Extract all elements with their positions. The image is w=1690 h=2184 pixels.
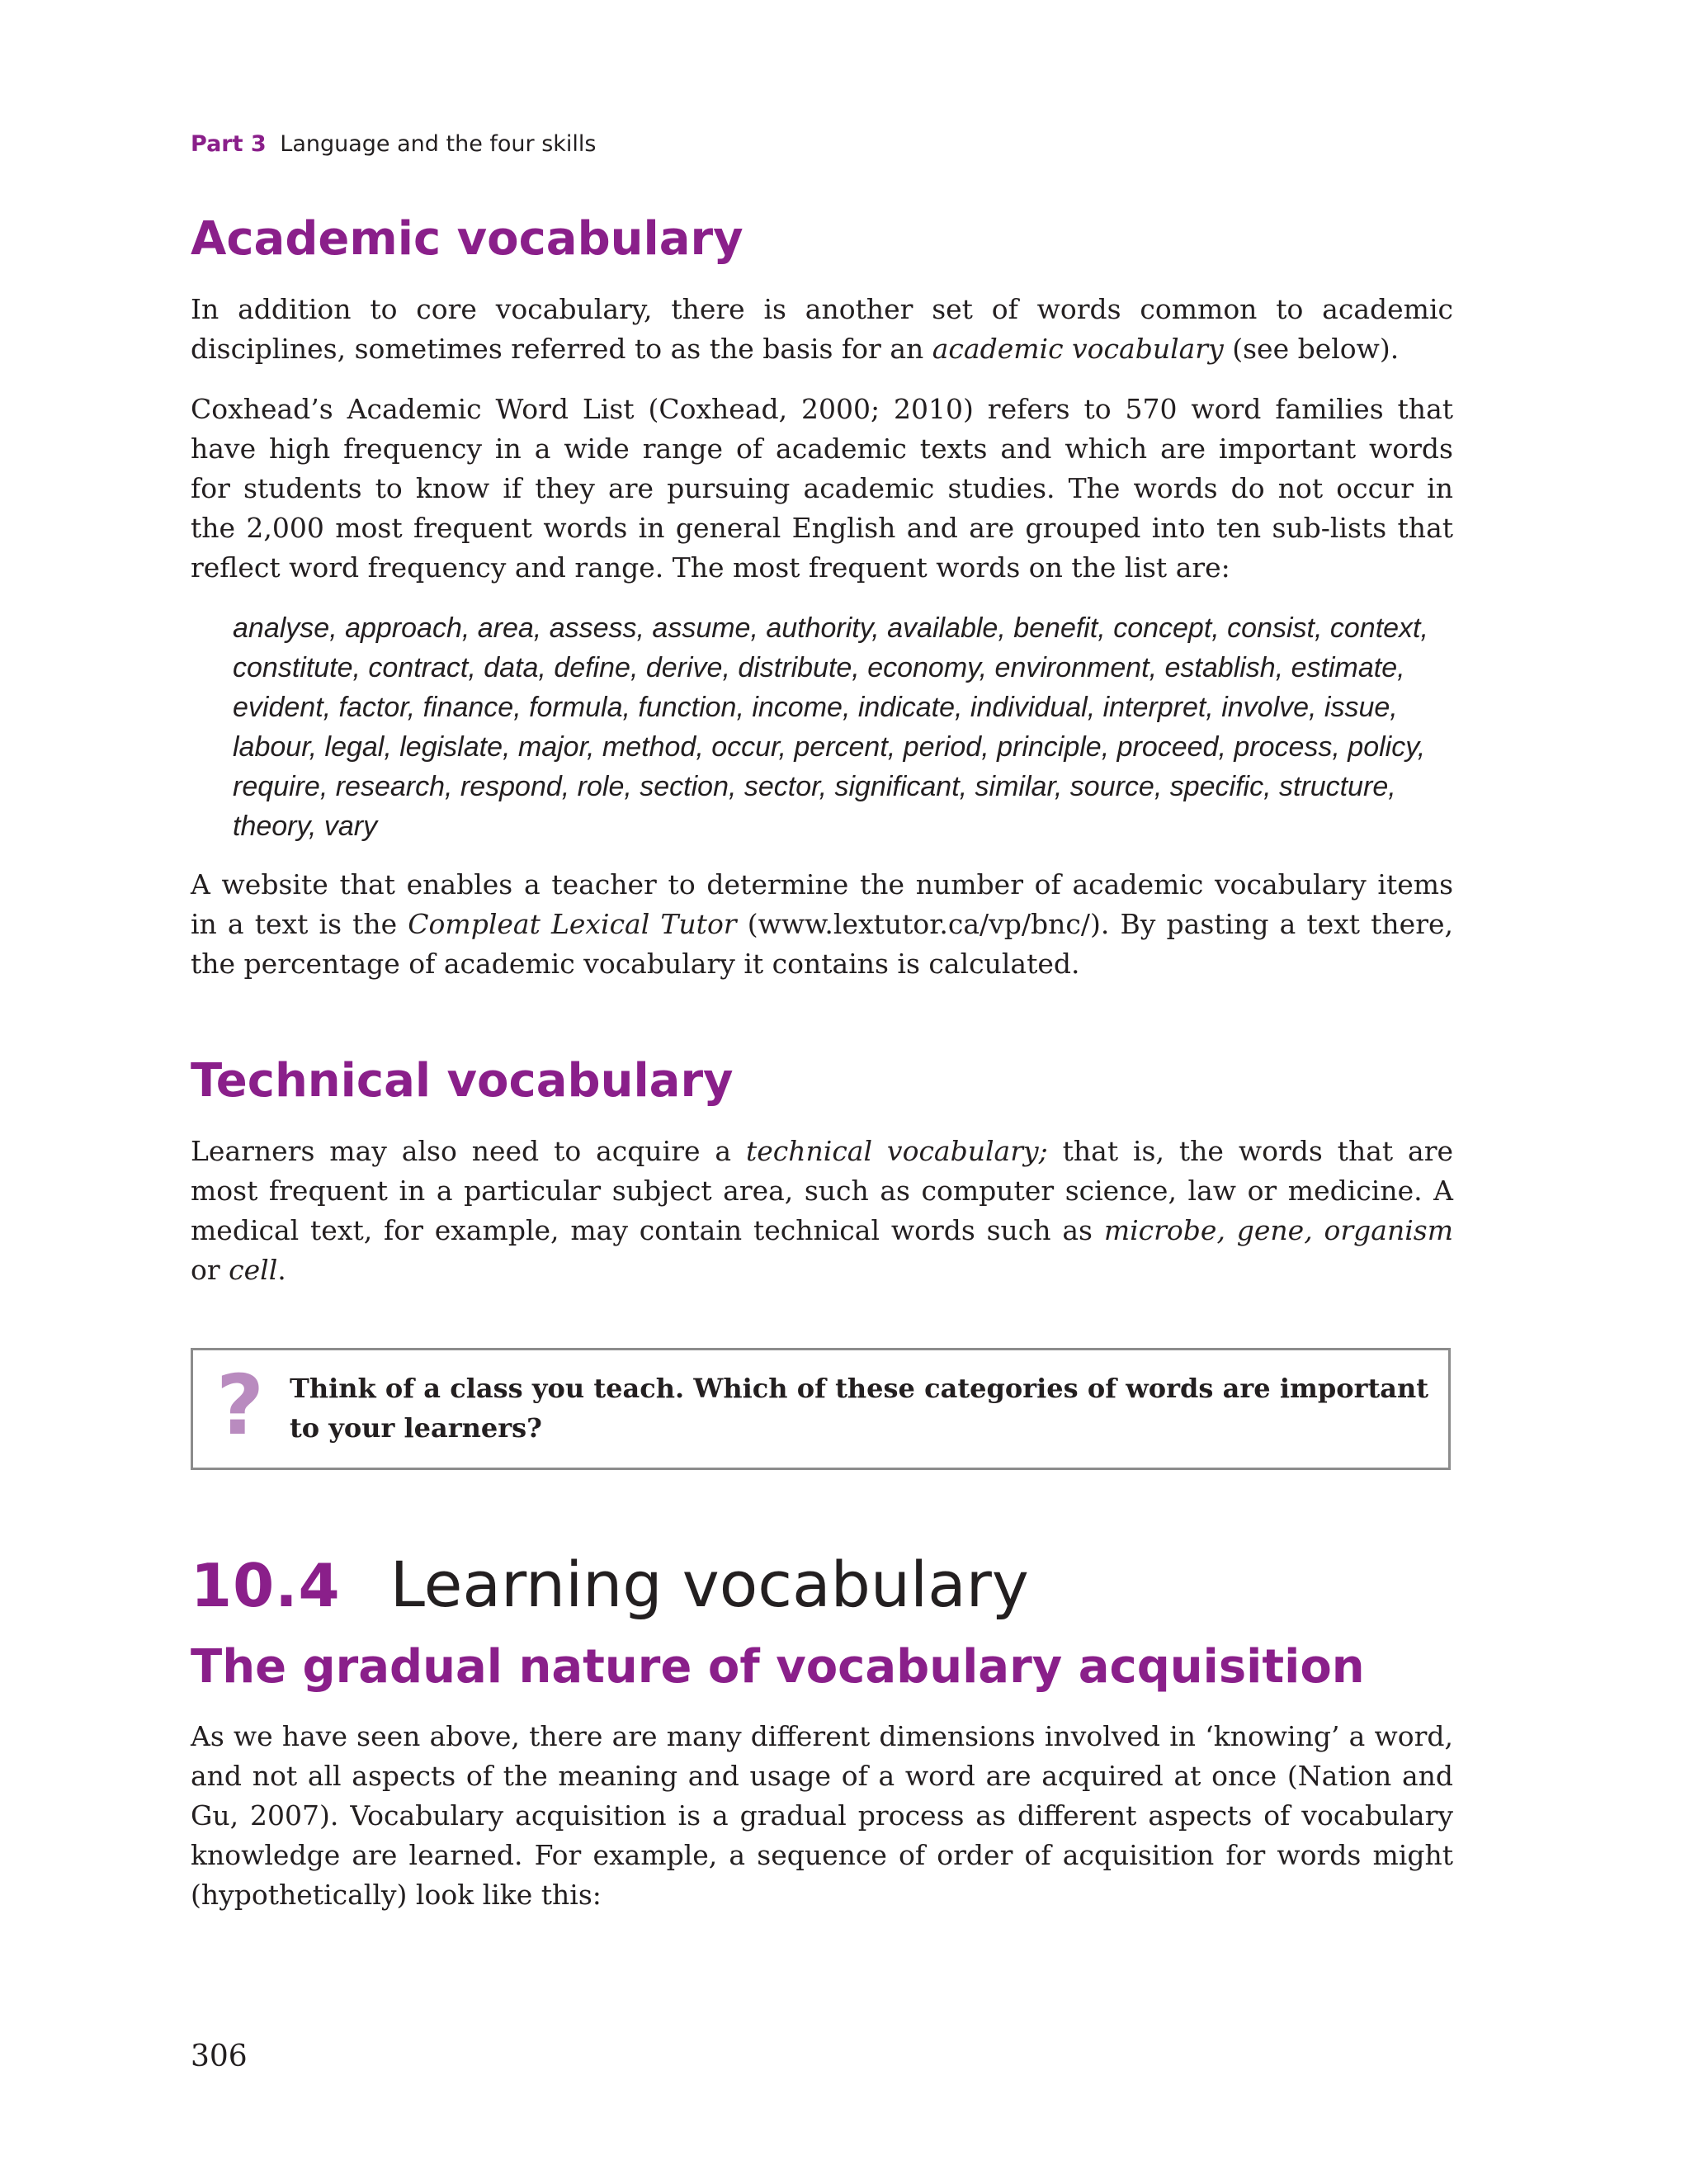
word-list-line: analyse, approach, area, assess, assume, authority, available, benefit, concept, consist, context, <box>233 612 1428 644</box>
text-line: Think of a class you teach. Which of these categories of words are important <box>290 1373 1428 1404</box>
emphasis-term: microbe, gene, organism <box>1103 1214 1454 1246</box>
text-line: As we have seen above, there are many different dimensions involved in ‘knowing’ a word, <box>191 1720 1453 1752</box>
text-line: for students to know if they are pursuing academic studies. The words do not occur in <box>191 472 1453 504</box>
word-list-line: theory, vary <box>233 811 378 842</box>
heading-gradual-nature: The gradual nature of vocabulary acquisition <box>191 1640 1365 1694</box>
text-line: most frequent in a particular subject area, such as computer science, law or medicine. A <box>191 1175 1453 1207</box>
text-run: medical text, for example, may contain technical words such as <box>191 1214 1104 1246</box>
paragraph-technical <box>191 1132 1453 1290</box>
paragraph-lextutor <box>191 865 1453 984</box>
academic-word-list <box>233 608 1428 846</box>
chapter-title: Learning vocabulary <box>389 1548 1029 1621</box>
page-number: 306 <box>191 2040 248 2073</box>
text-run: that is, the words that are <box>1047 1135 1454 1167</box>
chapter-heading <box>191 1543 1029 1644</box>
text-run: (see below). <box>1223 333 1400 365</box>
text-line: Coxhead’s Academic Word List (Coxhead, 2000; 2010) refers to 570 word families that <box>191 393 1453 425</box>
text-line: knowledge are learned. For example, a sequence of order of acquisition for words might <box>191 1839 1453 1871</box>
text-run: . <box>277 1254 286 1286</box>
word-list-line: require, research, respond, role, section, sector, significant, similar, source, specific, structure, <box>233 771 1396 802</box>
text-line: have high frequency in a wide range of academic texts and which are important words <box>191 433 1453 465</box>
text-run: Learners may also need to acquire a <box>191 1135 746 1167</box>
running-header-part: Part 3 <box>191 131 267 157</box>
word-list-line: constitute, contract, data, define, derive, distribute, economy, environment, establish, estimate, <box>233 652 1405 683</box>
chapter-number: 10.4 <box>191 1551 341 1620</box>
text-run: (www.lextutor.ca/vp/bnc/). By pasting a text there, <box>736 908 1453 940</box>
text-line: and not all aspects of the meaning and usage of a word are acquired at once (Nation and <box>191 1760 1453 1792</box>
running-header <box>191 128 597 161</box>
question-mark-icon: ? <box>216 1357 265 1454</box>
paragraph-gradual <box>191 1717 1453 1915</box>
text-line <box>191 329 1453 369</box>
text-run: disciplines, sometimes referred to as the basis for an <box>191 333 932 365</box>
text-line: reflect word frequency and range. The most frequent words on the list are: <box>191 551 1230 584</box>
text-run: in a text is the <box>191 908 408 940</box>
paragraph-coxhead <box>191 390 1453 588</box>
word-list-line: evident, factor, finance, formula, function, income, indicate, individual, interpret, involve, issue, <box>233 692 1398 723</box>
reflection-question-box <box>191 1348 1451 1470</box>
paragraph-academic-intro <box>191 290 1453 369</box>
emphasis-term: Compleat Lexical Tutor <box>408 908 737 940</box>
running-header-title: Language and the four skills <box>280 131 597 157</box>
text-line: In addition to core vocabulary, there is another set of words common to academic <box>191 293 1453 325</box>
text-line: the percentage of academic vocabulary it contains is calculated. <box>191 948 1080 980</box>
heading-academic-vocabulary: Academic vocabulary <box>191 212 744 266</box>
text-run: or <box>191 1254 229 1286</box>
text-line: Gu, 2007). Vocabulary acquisition is a gradual process as different aspects of vocabulary <box>191 1799 1453 1832</box>
text-line <box>191 905 1453 944</box>
text-line <box>191 1132 1453 1171</box>
heading-technical-vocabulary: Technical vocabulary <box>191 1054 734 1108</box>
text-line: the 2,000 most frequent words in general English and are grouped into ten sub-lists that <box>191 512 1453 544</box>
text-line: (hypothetically) look like this: <box>191 1879 602 1911</box>
text-line <box>191 1211 1453 1250</box>
emphasis-term: technical vocabulary; <box>745 1135 1048 1167</box>
reflection-question-text <box>290 1369 1428 1448</box>
emphasis-term: academic vocabulary <box>932 333 1224 365</box>
text-line: A website that enables a teacher to determine the number of academic vocabulary items <box>191 868 1453 901</box>
word-list-line: labour, legal, legislate, major, method, occur, percent, period, principle, proceed, process, policy, <box>233 731 1426 763</box>
text-line: to your learners? <box>290 1412 542 1444</box>
text-line <box>191 1250 1453 1290</box>
emphasis-term: cell <box>229 1254 278 1286</box>
